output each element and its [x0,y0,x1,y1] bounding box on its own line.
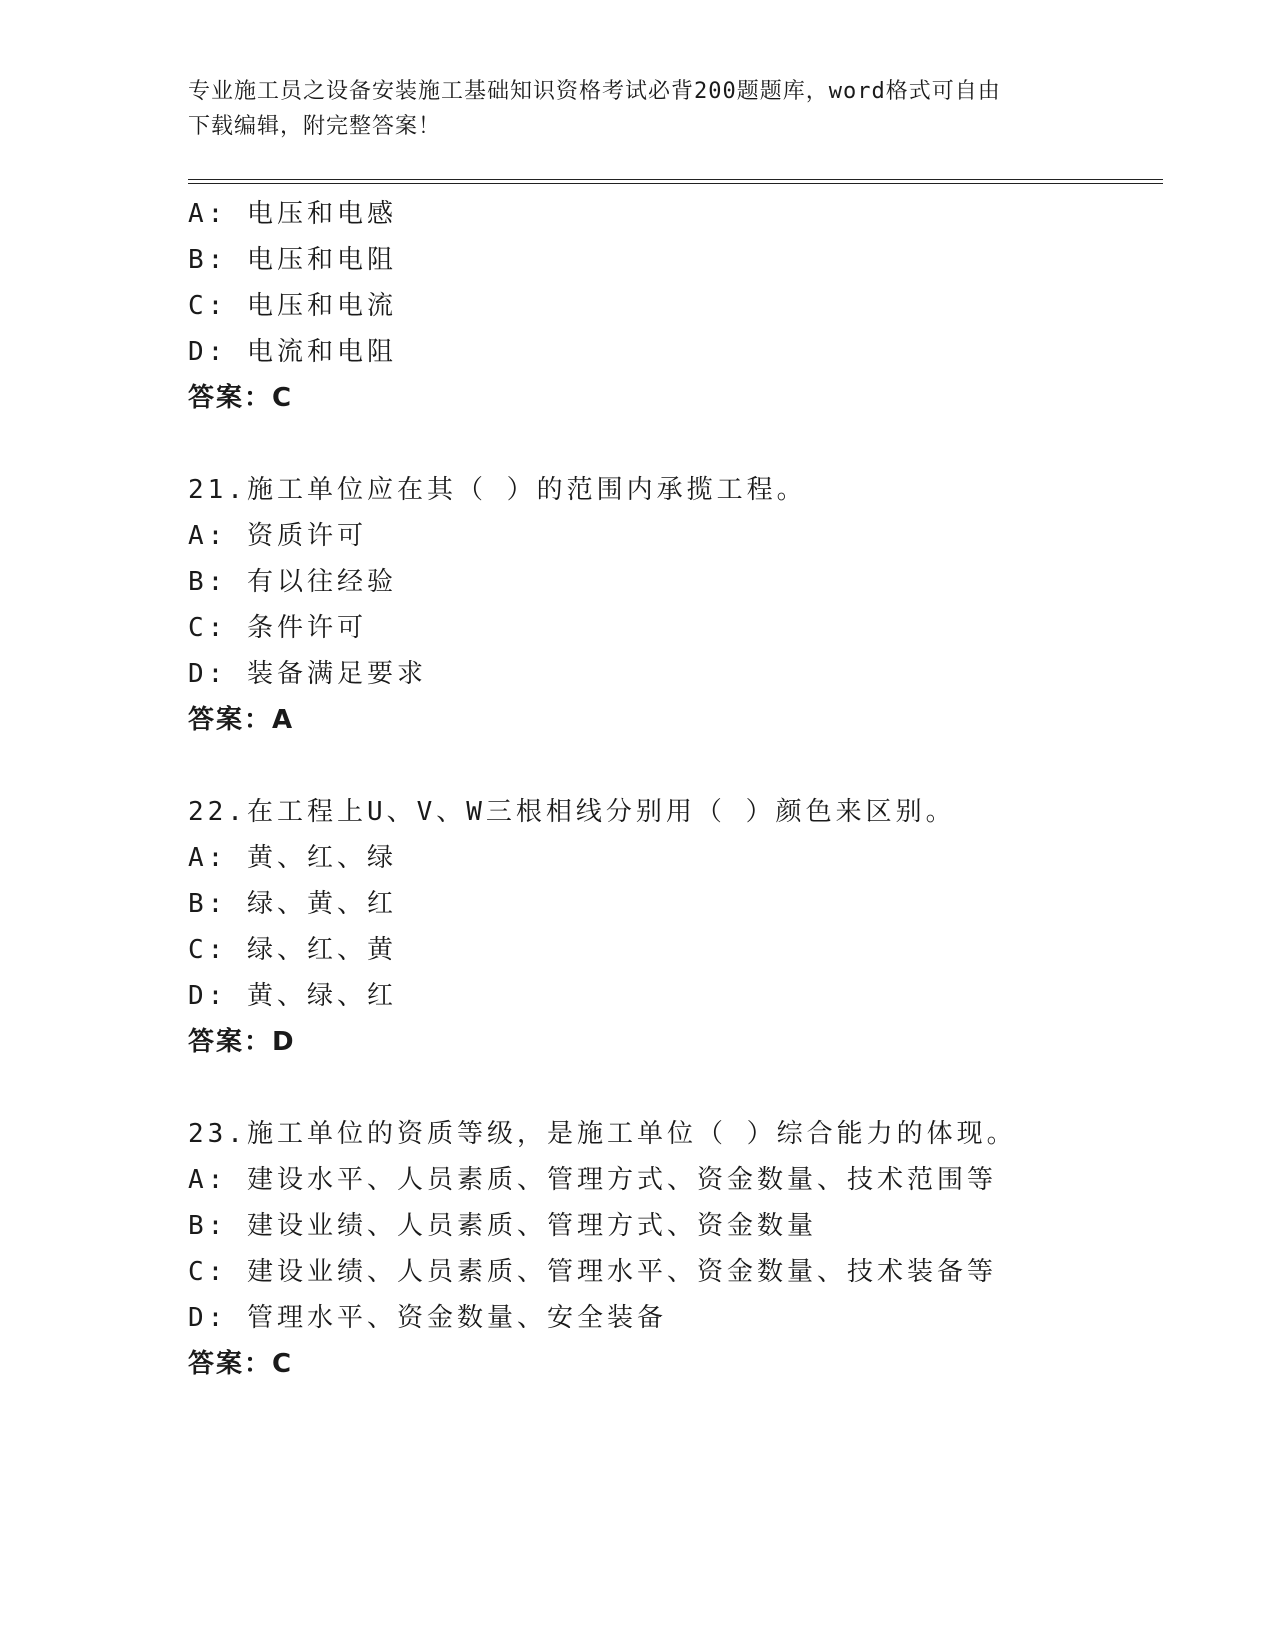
question-stem: 22.在工程上U、V、W三根相线分别用（ ）颜色来区别。 [188,797,956,827]
option-b: B: 有以往经验 [188,567,397,597]
option-a: A: 资质许可 [188,521,367,551]
option-b: B: 建设业绩、人员素质、管理方式、资金数量 [188,1211,817,1241]
option-b: B: 电压和电阻 [188,245,397,275]
option-d: D: 黄、绿、红 [188,981,397,1011]
option-a: A: 建设水平、人员素质、管理方式、资金数量、技术范围等 [188,1165,997,1195]
option-a: A: 电压和电感 [188,199,397,229]
option-c: C: 绿、红、黄 [188,935,397,965]
option-c: C: 条件许可 [188,613,367,643]
block-spacer [188,743,1148,789]
header-line-2: 下载编辑，附完整答案！ [188,114,442,139]
block-spacer [188,1065,1148,1111]
answer-line: 答案：C [188,383,294,413]
option-a: A: 黄、红、绿 [188,843,397,873]
question-block [188,467,1148,743]
document-header [188,74,1088,144]
question-block [188,789,1148,1065]
answer-line: 答案：A [188,705,295,735]
option-d: D: 管理水平、资金数量、安全装备 [188,1303,667,1333]
option-d: D: 电流和电阻 [188,337,397,367]
question-stem: 23.施工单位的资质等级，是施工单位（ ）综合能力的体现。 [188,1119,1017,1149]
answer-line: 答案：D [188,1027,296,1057]
answer-line: 答案：C [188,1349,294,1379]
question-block [188,191,1148,421]
option-c: C: 建设业绩、人员素质、管理水平、资金数量、技术装备等 [188,1257,997,1287]
header-divider-bottom [188,183,1163,184]
option-c: C: 电压和电流 [188,291,397,321]
question-list [188,191,1148,1387]
header-divider-top [188,179,1163,180]
question-block [188,1111,1148,1387]
option-d: D: 装备满足要求 [188,659,427,689]
block-spacer [188,421,1148,467]
header-line-1: 专业施工员之设备安装施工基础知识资格考试必背200题题库，word格式可自由 [188,79,1001,104]
question-stem: 21.施工单位应在其（ ）的范围内承揽工程。 [188,475,807,505]
option-b: B: 绿、黄、红 [188,889,397,919]
